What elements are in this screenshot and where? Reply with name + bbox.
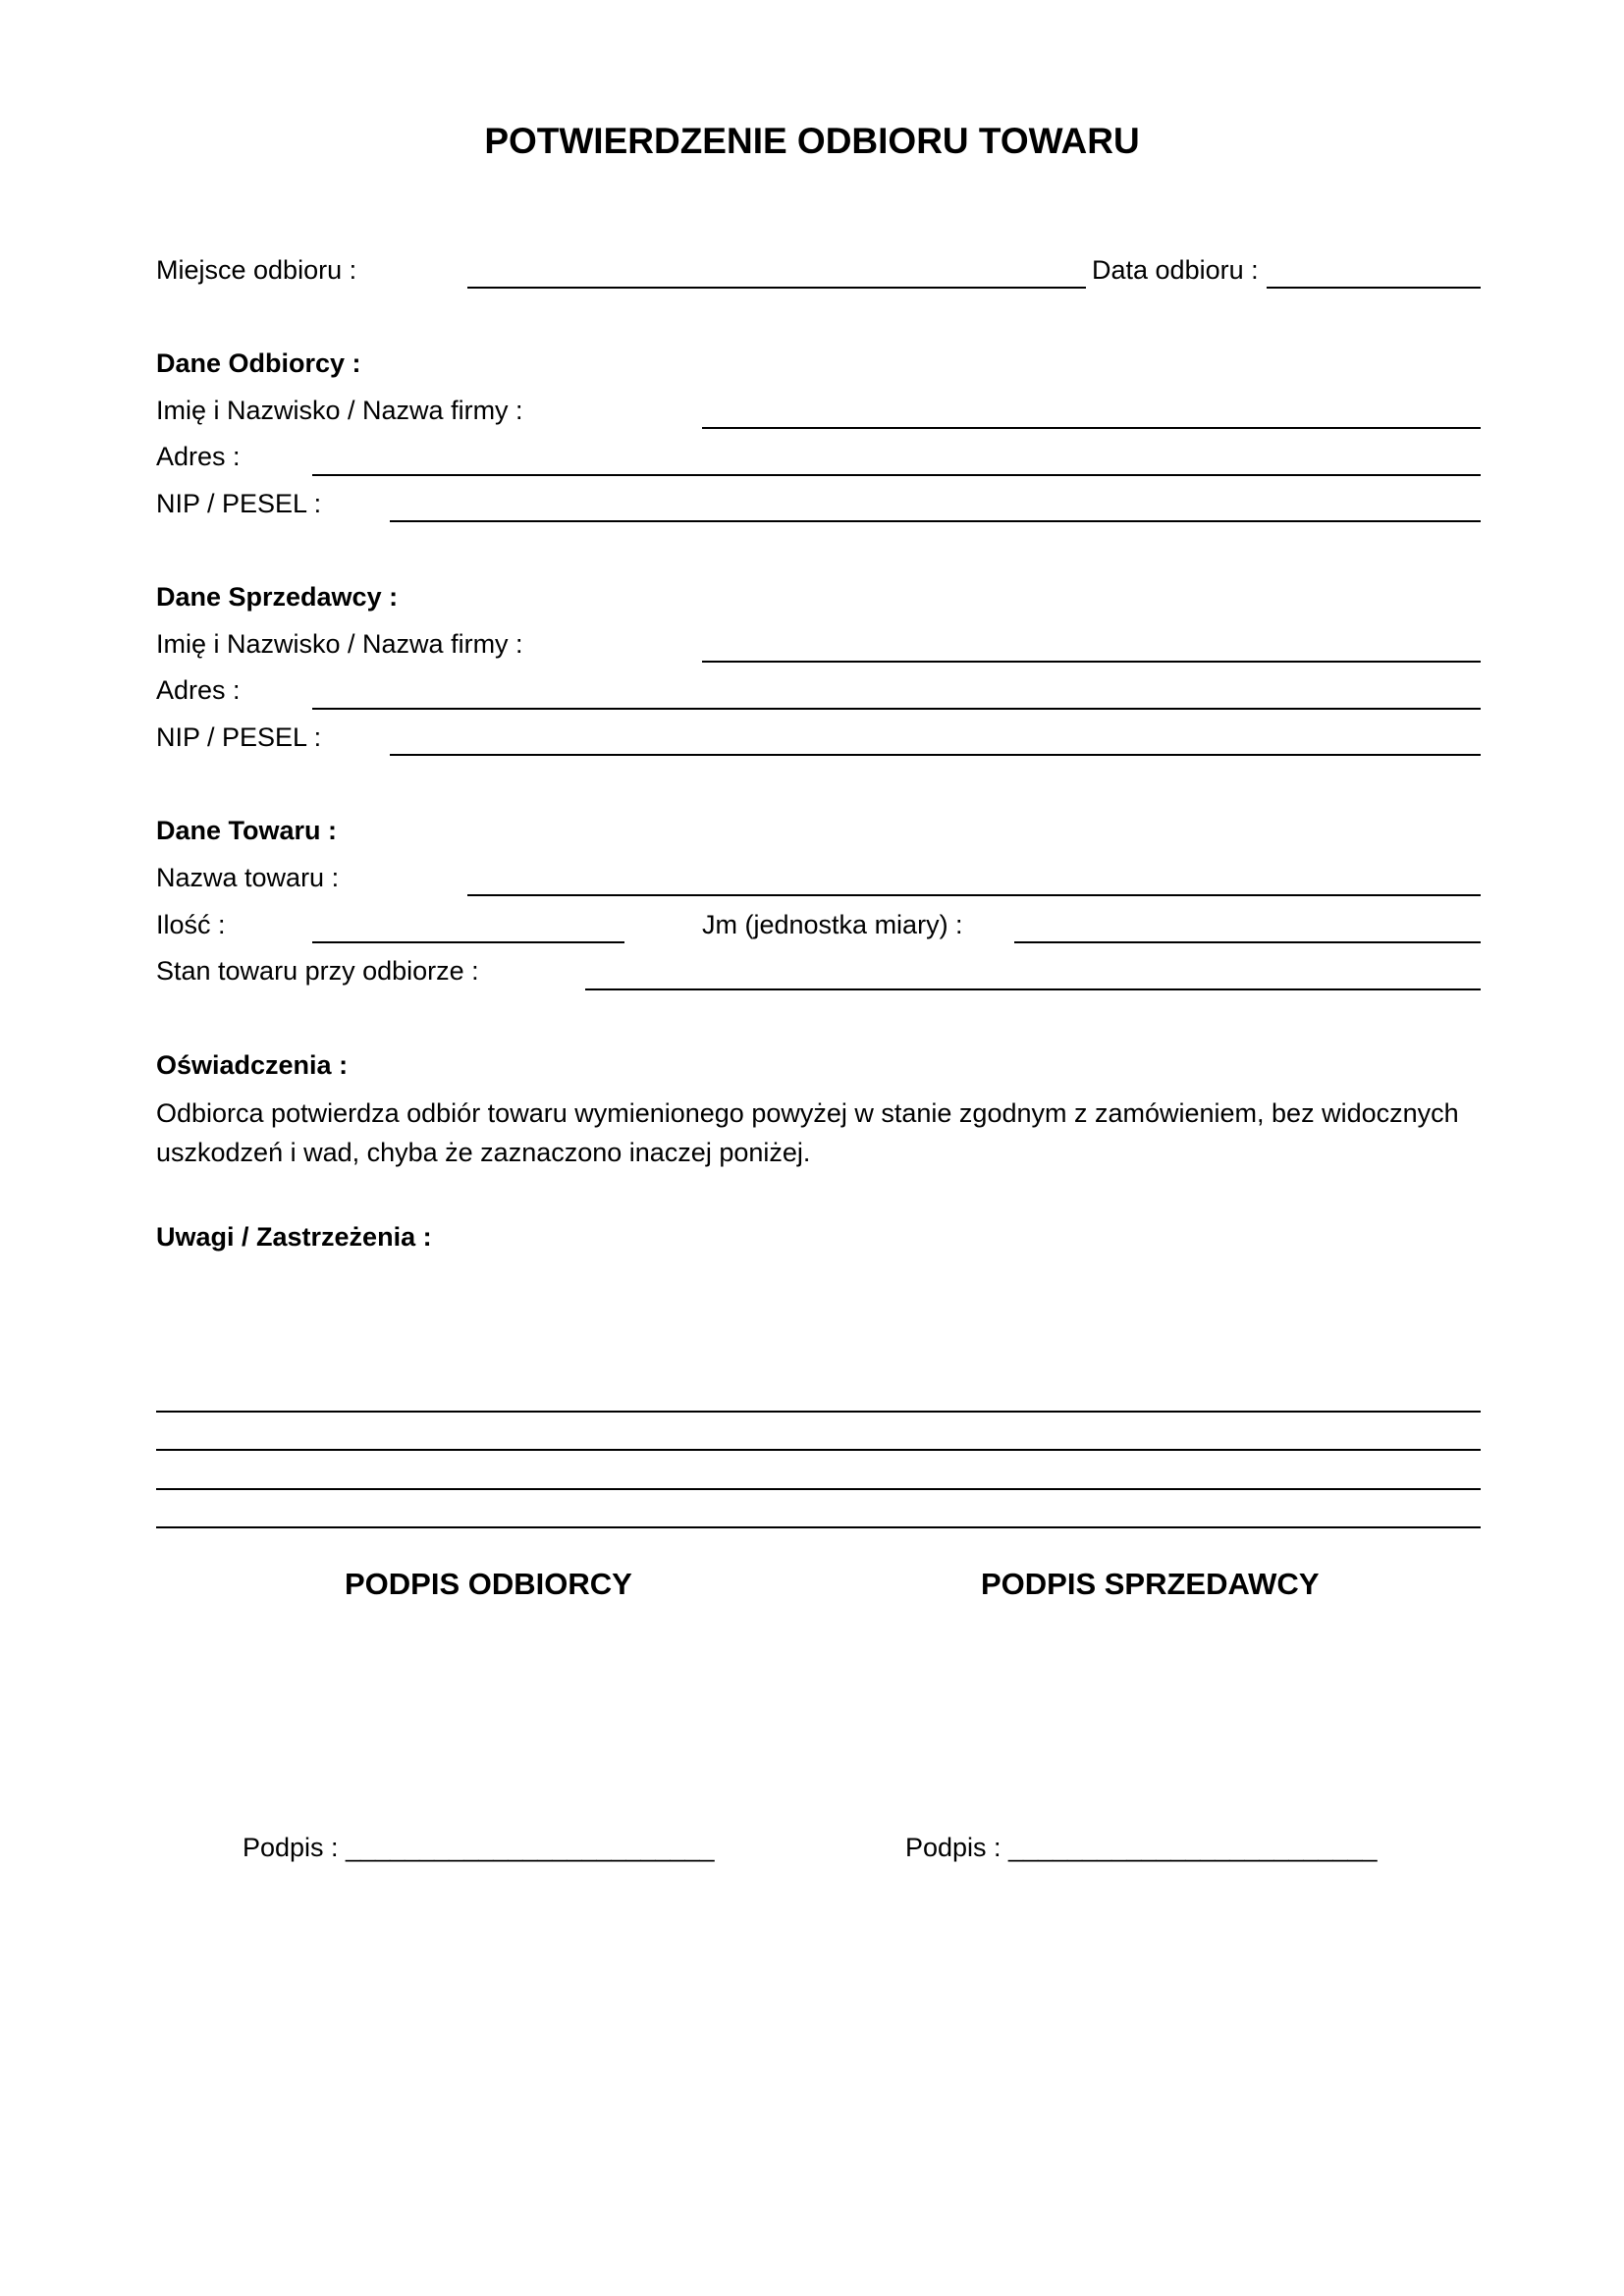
goods-condition-label: Stan towaru przy odbiorze : [156,956,479,986]
seller-name-field[interactable] [702,661,1481,663]
seller-nip-field[interactable] [390,754,1481,756]
seller-address-label: Adres : [156,675,241,705]
seller-address-field[interactable] [312,708,1481,710]
goods-qty-label: Ilość : [156,910,226,939]
goods-name-field[interactable] [467,894,1481,896]
page-title: POTWIERDZENIE ODBIORU TOWARU [484,121,1140,161]
remarks-line-2[interactable] [156,1449,1481,1451]
recipient-heading: Dane Odbiorcy : [156,348,361,378]
recipient-name-field[interactable] [702,427,1481,429]
remarks-line-1[interactable] [156,1411,1481,1413]
seller-signature-heading: PODPIS SPRZEDAWCY [981,1567,1320,1601]
goods-qty-field[interactable] [312,941,624,943]
date-field[interactable] [1267,287,1481,289]
remarks-line-4[interactable] [156,1526,1481,1528]
seller-nip-label: NIP / PESEL : [156,722,322,752]
recipient-signature-heading: PODPIS ODBIORCY [345,1567,632,1601]
seller-heading: Dane Sprzedawcy : [156,582,399,612]
remarks-line-3[interactable] [156,1488,1481,1490]
recipient-name-label: Imię i Nazwisko / Nazwa firmy : [156,396,523,425]
recipient-nip-label: NIP / PESEL : [156,489,322,518]
recipient-address-label: Adres : [156,442,241,471]
statements-heading: Oświadczenia : [156,1050,349,1080]
place-field[interactable] [467,287,1086,289]
goods-unit-label: Jm (jednostka miary) : [702,910,963,939]
place-label: Miejsce odbioru : [156,255,357,285]
seller-signature-field[interactable]: Podpis : _________________________ [905,1833,1378,1862]
recipient-nip-field[interactable] [390,520,1481,522]
goods-unit-field[interactable] [1014,941,1481,943]
date-label: Data odbioru : [1092,255,1259,285]
seller-name-label: Imię i Nazwisko / Nazwa firmy : [156,629,523,659]
recipient-address-field[interactable] [312,474,1481,476]
remarks-heading: Uwagi / Zastrzeżenia : [156,1222,432,1252]
goods-heading: Dane Towaru : [156,816,338,845]
statements-text: Odbiorca potwierdza odbiór towaru wymienionego powyżej w stanie zgodnym z zamówieniem, bez widocznych uszkodzeń i wad, chyba że zaznaczono inaczej poniżej. [156,1098,1459,1167]
recipient-signature-field[interactable]: Podpis : _________________________ [243,1833,715,1862]
goods-name-label: Nazwa towaru : [156,863,340,892]
goods-condition-field[interactable] [585,988,1481,990]
